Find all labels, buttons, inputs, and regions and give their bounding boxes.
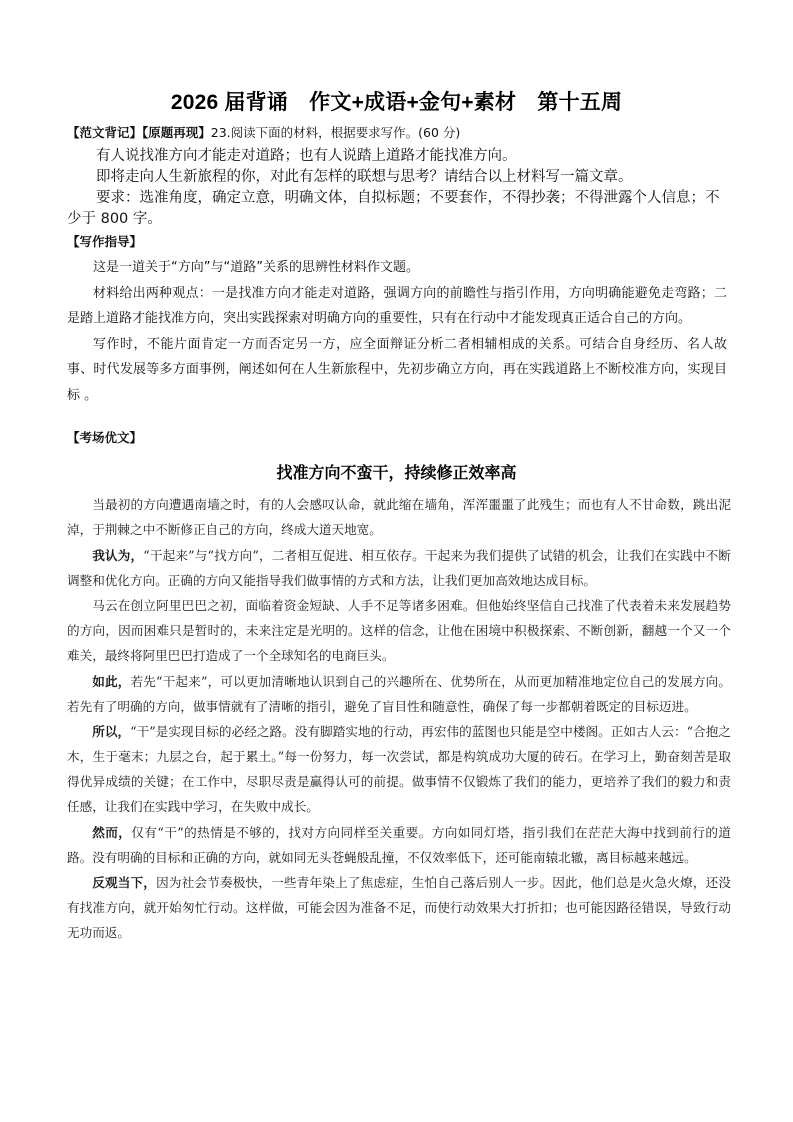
material-line-1: 有人说找准方向才能走对道路；也有人说踏上道路才能找准方向。 (96, 148, 517, 164)
essay-paragraph-5 (67, 719, 731, 819)
essay-paragraph-4 (67, 669, 731, 719)
essay-body (67, 492, 731, 946)
paragraph-lead: 反观当下， (92, 875, 157, 890)
prompt-intro-line (67, 120, 727, 146)
essay-paragraph-3: 马云在创立阿里巴巴之初，面临着资金短缺、人手不足等诸多困难。但他始终坚信自己找准了代表着未来发展趋势的方向，因而困难只是暂时的，未来注定是光明的。这样的信念，让他在困境中积极探索、不断创新，翻越一个又一个难关，最终将阿里巴巴打造成了一个全球知名的电商巨头。 (67, 598, 731, 663)
paragraph-text: 若先“干起来”，可以更加清晰地认识到自己的兴趣所在、优势所在，从而更加精准地定位自己的发展方向。若先有了明确的方向，做事情就有了清晰的指引，避免了盲目性和随意性，确保了每一步都朝着既定的目标迈进。 (67, 673, 731, 714)
essay-paragraph-6 (67, 820, 731, 870)
essay-paragraph-1: 当最初的方向遭遇南墙之时，有的人会感叹认命，就此缩在墙角，浑浑噩噩了此残生；而也有人不甘命数，跳出泥淖，于荆棘之中不断修正自己的方向，终成大道天地宽。 (67, 497, 731, 537)
paragraph-text: “干起来”与“找方向”，二者相互促进、相互依存。干起来为我们提供了试错的机会，让我们在实践中不断调整和优化方向。正确的方向又能指导我们做事情的方式和方法，让我们更加高效地达成目标。 (67, 547, 731, 588)
guide-heading: 【写作指导】 (67, 234, 143, 249)
essay-paragraph-7 (67, 870, 731, 945)
essay-heading: 【考场优文】 (67, 430, 143, 445)
paragraph-lead: 然而， (92, 824, 132, 840)
guide-paragraph-1: 这是一道关于“方向”与“道路”关系的思辨性材料作文题。 (93, 260, 419, 275)
question-intro: 23.阅读下面的材料，根据要求写作。(60 分) (210, 125, 461, 140)
paragraph-lead: 我认为， (92, 547, 144, 563)
essay-title: 找准方向不蛮干，持续修正效率高 (276, 463, 517, 482)
tag-model-essay: 【范文背记】 (67, 125, 143, 140)
tag-original-question: 【原题再现】 (142, 125, 211, 140)
paragraph-text: 仅有“干”的热情是不够的，找对方向同样至关重要。方向如同灯塔，指引我们在茫茫大海中找到前行的道路。没有明确的目标和正确的方向，就如同无头苍蝇般乱撞，不仅效率低下，还可能南辕北辙，离目标越来越远。 (67, 824, 731, 865)
guide-paragraph-2: 材料给出两种观点：一是找准方向才能走对道路，强调方向的前瞻性与指引作用，方向明确能避免走弯路；二是踏上道路才能找准方向，突出实践探索对明确方向的重要性，只有在行动中才能发现真正适合自己的方向。 (67, 285, 727, 326)
paragraph-lead: 如此， (92, 673, 131, 689)
paragraph-text: 因为社会节奏极快，一些青年染上了焦虑症，生怕自己落后别人一步。因此，他们总是火急火燎，还没有找准方向，就开始匆忙行动。这样做，可能会因为准备不足，而使行动效果大打折扣；也可能因路径错误，导致行动无功而返。 (67, 875, 732, 940)
paragraph-lead: 所以， (92, 724, 131, 739)
writing-guide-section (67, 229, 727, 408)
guide-paragraph-3: 写作时，不能片面肯定一方而否定另一方，应全面辩证分析二者相辅相成的关系。可结合自身经历、名人故事、时代发展等多方面事例，阐述如何在人生新旅程中，先初步确立方向，再在实践道路上不断校准方向，实现目标 。 (67, 336, 727, 403)
requirements: 要求：选准角度，确定立意，明确文体，自拟标题；不要套作，不得抄袭；不得泄露个人信息；不少于 800 字。 (67, 190, 720, 227)
essay-paragraph-2 (67, 543, 731, 593)
material-line-2: 即将走向人生新旅程的你，对此有怎样的联想与思考？请结合以上材料写一篇文章。 (96, 169, 633, 185)
prompt-section (67, 120, 727, 230)
paragraph-text: “干”是实现目标的必经之路。没有脚踏实地的行动，再宏伟的蓝图也只能是空中楼阁。正如古人云：“合抱之木，生于毫末；九层之台，起于累土。”每一份努力，每一次尝试，都是构筑成功大厦的砖石。在学习上，勤奋刻苦是取得优异成绩的关键；在工作中，尽职尽责是赢得认可的前提。做事情不仅锻炼了我们的能力，更培养了我们的毅力和责任感，让我们在实践中学习，在失败中成长。 (67, 724, 731, 814)
page-title: 2026 届背诵 作文+成语+金句+素材 第十五周 (170, 91, 623, 114)
